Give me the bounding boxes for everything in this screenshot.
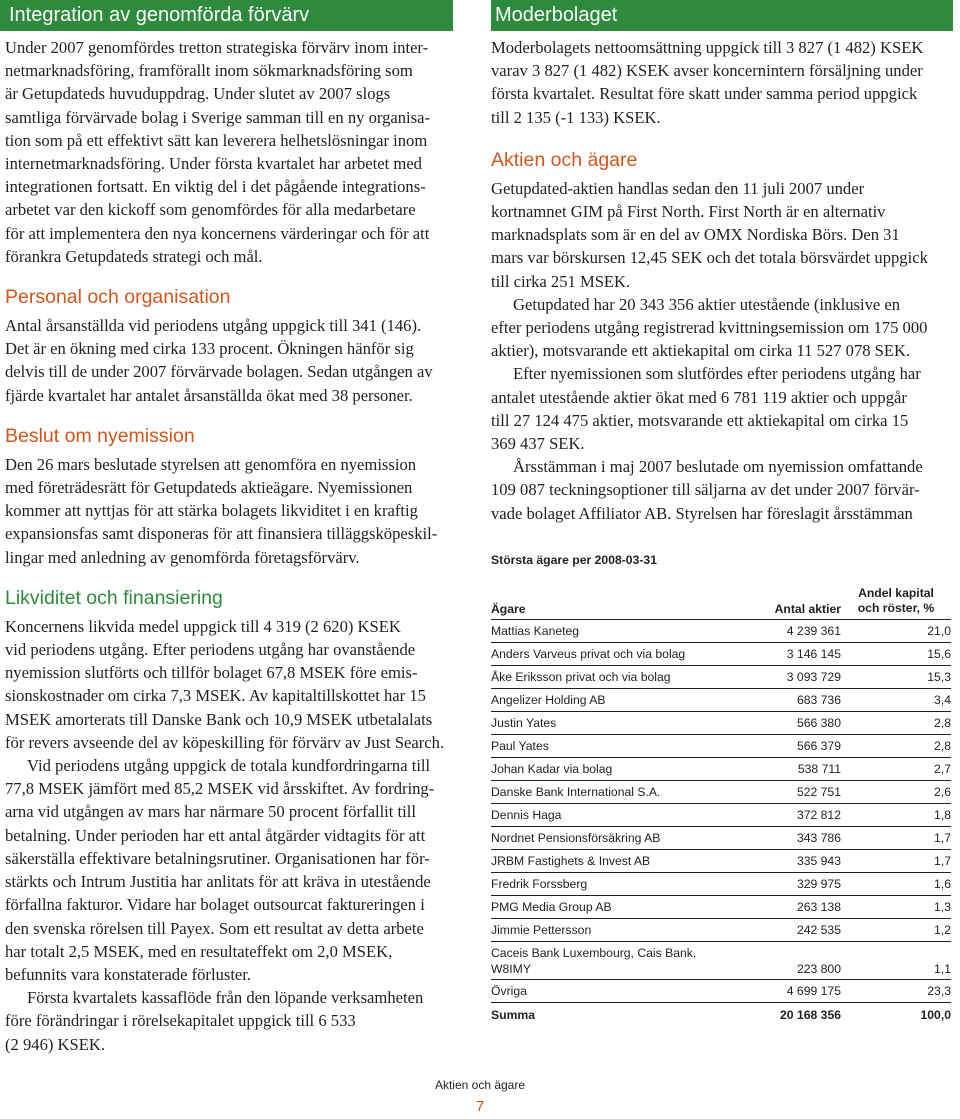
- text-line: mars var börskursen 12,45 SEK och det totala börsvärdet uppgick: [491, 248, 928, 268]
- text-line: MSEK amorterats till Danske Bank och 10,9 MSEK utbetalalats: [5, 709, 433, 729]
- owner-cell: Paul Yates: [491, 739, 549, 753]
- sum-percent: 100,0: [920, 1007, 951, 1022]
- owner-cell: Jimmie Pettersson: [491, 923, 592, 937]
- text-line: förankra Getupdateds strategi och mål.: [5, 246, 263, 266]
- owner-cell: Övriga: [491, 984, 527, 998]
- text-line: (2 946) KSEK.: [5, 1034, 106, 1054]
- left-column: [5, 0, 453, 1056]
- text-line: den svenska rörelsen till Payex. Som ett resultat av detta arbete: [5, 918, 424, 938]
- moderbolaget-body: [491, 36, 953, 129]
- shares-cell: 3 093 729: [786, 670, 841, 684]
- text-line: för revers avseende del av köpeskilling för förvärv av Just Search.: [5, 732, 445, 752]
- percent-cell: 2,8: [934, 739, 951, 753]
- text-line: efter periodens utgång registrerad kvittningsemission om 175 000: [491, 318, 928, 338]
- text-line: vade bolaget Affiliator AB. Styrelsen har föreslagit årsstämman: [491, 503, 913, 523]
- owner-cell: Justin Yates: [491, 716, 557, 730]
- table-row: [491, 827, 951, 850]
- table-row: [491, 896, 951, 919]
- owner-cell: Angelizer Holding AB: [491, 693, 606, 707]
- text-line: förfallna fakturor. Vidare har bolaget outsourcat faktureringen i: [5, 895, 425, 915]
- text-line: Antal årsanställda vid periodens utgång uppgick till 341 (146).: [5, 316, 422, 336]
- text-line: Efter nyemissionen som slutfördes efter periodens utgång har: [513, 364, 921, 384]
- shares-cell: 538 711: [797, 762, 841, 776]
- table-row: [491, 643, 951, 666]
- personal-heading: Personal och organisation: [5, 286, 231, 309]
- owner-cell-line: Caceis Bank Luxembourg, Cais Bank,: [491, 945, 697, 960]
- text-line: är Getupdateds huvuduppdrag. Under slutet av 2007 slogs: [5, 84, 391, 104]
- header-shares: Antal aktier: [774, 602, 841, 616]
- table-row: [491, 712, 951, 735]
- likviditet-heading: Likviditet och finansiering: [5, 586, 223, 609]
- table-sum-row: [491, 1003, 951, 1026]
- percent-cell: 15,6: [927, 647, 951, 661]
- text-line: befunnits vara konstaterade förluster.: [5, 964, 252, 984]
- shares-cell: 566 380: [796, 716, 841, 730]
- nyemission-heading: Beslut om nyemission: [5, 424, 195, 447]
- text-line: Årsstämman i maj 2007 beslutade om nyemission omfattande: [513, 457, 923, 477]
- text-line: till 2 135 (-1 133) KSEK.: [491, 107, 661, 127]
- text-line: Under 2007 genomfördes tretton strategiska förvärv inom inter-: [5, 38, 429, 57]
- shares-cell: 566 379: [796, 739, 841, 753]
- integration-body: [5, 36, 453, 268]
- owner-cell: Anders Varveus privat och via bolag: [491, 647, 686, 661]
- percent-cell: 3,4: [934, 693, 951, 707]
- text-line: Getupdated har 20 343 356 aktier utestående (inklusive en: [513, 294, 901, 314]
- table-header-row: [491, 580, 951, 620]
- percent-cell: 1,1: [934, 962, 951, 976]
- sum-label: Summa: [491, 1007, 536, 1022]
- shares-cell: 223 800: [796, 962, 841, 976]
- text-line: sionskostnader om cirka 7,3 MSEK. Av kapitaltillskottet har 15: [5, 686, 426, 706]
- text-line: Moderbolagets nettoomsättning uppgick till 3 827 (1 482) KSEK: [491, 38, 924, 57]
- text-line: 109 087 teckningsoptioner till säljarna av det under 2007 förvär-: [491, 480, 920, 500]
- text-line: arna vid utgången av mars har närmare 50 procent förfallit till: [5, 802, 416, 822]
- table-row: [491, 781, 951, 804]
- owner-cell: JRBM Fastighets & Invest AB: [491, 854, 651, 868]
- text-line: stärkts och Intrum Justitia har anlitats för att kräva in utestående: [5, 872, 431, 892]
- shares-cell: 242 535: [796, 923, 841, 937]
- text-line: Den 26 mars beslutade styrelsen att genomföra en nyemission: [5, 454, 417, 474]
- owner-cell: Fredrik Forssberg: [491, 877, 588, 891]
- percent-cell: 23,3: [927, 984, 951, 998]
- table-row: [491, 873, 951, 896]
- owner-cell: Mattias Kaneteg: [491, 624, 580, 638]
- text-line: arbetet var den kickoff som genomfördes för alla medarbetare: [5, 200, 416, 220]
- text-line: delvis till de under 2007 förvärvade bolagen. Sedan utgången av: [5, 362, 433, 382]
- shares-cell: 3 146 145: [786, 647, 841, 661]
- moderbolaget-heading: Moderbolaget: [491, 0, 953, 31]
- percent-cell: 1,3: [934, 900, 951, 914]
- table-row: [491, 804, 951, 827]
- text-line: internetmarknadsföring. Under första kvartalet har arbetet med: [5, 154, 422, 174]
- table-row: [491, 980, 951, 1003]
- owner-cell: Åke Eriksson privat och via bolag: [491, 670, 671, 684]
- text-line: Getupdated-aktien handlas sedan den 11 juli 2007 under: [491, 178, 865, 198]
- text-line: med företrädesrätt för Getupdateds aktieägare. Nyemissionen: [5, 478, 413, 498]
- shares-cell: 335 943: [796, 854, 841, 868]
- text-line: integrationen fortsatt. En viktig del i det pågående integrations-: [5, 177, 426, 197]
- owner-cell: Nordnet Pensionsförsäkring AB: [491, 831, 661, 845]
- text-line: expansionsfas samt disponeras för att finansiera tilläggsköpeskil-: [5, 524, 438, 544]
- right-column: [491, 0, 953, 525]
- owner-cell: Danske Bank International S.A.: [491, 785, 661, 799]
- footer-label: Aktien och ägare: [434, 1078, 526, 1092]
- shares-cell: 343 786: [796, 831, 841, 845]
- owners-table-title: Största ägare per 2008-03-31: [491, 553, 657, 567]
- percent-cell: 1,8: [934, 808, 951, 822]
- header-owner: Ägare: [491, 602, 526, 616]
- page-number: 7: [475, 1098, 485, 1115]
- percent-cell: 1,7: [934, 831, 951, 845]
- nyemission-body: [5, 453, 453, 569]
- shares-cell: 263 138: [796, 900, 841, 914]
- shares-cell: 372 812: [796, 808, 841, 822]
- text-line: till 27 124 475 aktier, motsvarande ett aktiekapital om cirka 15: [491, 410, 909, 430]
- text-line: första kvartalet. Resultat före skatt under samma period uppgick: [491, 84, 918, 104]
- shares-cell: 683 736: [796, 693, 841, 707]
- shares-cell: 522 751: [796, 785, 841, 799]
- owners-table: [491, 580, 951, 1026]
- owner-cell: [491, 945, 761, 977]
- text-line: kortnamnet GIM på First North. First North är en alternativ: [491, 202, 886, 222]
- owner-cell: PMG Media Group AB: [491, 900, 612, 914]
- owner-cell-line: W8IMY: [491, 961, 531, 976]
- text-line: kommer att nyttjas för att stärka bolagets likviditet i en kraftig: [5, 501, 418, 521]
- percent-cell: 1,7: [934, 854, 951, 868]
- text-line: Koncernens likvida medel uppgick till 4 319 (2 620) KSEK: [5, 616, 401, 636]
- shares-cell: 329 975: [796, 877, 841, 891]
- text-line: Vid periodens utgång uppgick de totala kundfordringarna till: [27, 756, 431, 776]
- text-line: 77,8 MSEK jämfört med 85,2 MSEK vid årsskiftet. Av fordring-: [5, 779, 435, 799]
- text-line: för att implementera den nya koncernens värderingar och för att: [5, 223, 430, 243]
- aktien-body: [491, 177, 953, 525]
- table-row: [491, 735, 951, 758]
- table-row: [491, 666, 951, 689]
- percent-cell: 15,3: [927, 670, 951, 684]
- text-line: tion som på ett effektivt sätt kan leverera helhetslösningar inom: [5, 130, 428, 150]
- percent-cell: 1,6: [934, 877, 951, 891]
- text-line: netmarknadsföring, framförallt inom sökmarknadsföring som: [5, 61, 413, 81]
- header-percent: [841, 586, 951, 616]
- text-line: fjärde kvartalet har antalet årsanställda ökat med 38 personer.: [5, 385, 413, 405]
- shares-cell: 4 699 175: [786, 984, 841, 998]
- sum-shares: 20 168 356: [780, 1007, 841, 1022]
- text-line: aktier), motsvarande ett aktiekapital om cirka 11 527 078 SEK.: [491, 341, 911, 361]
- table-row: [491, 850, 951, 873]
- text-line: före förändringar i rörelsekapitalet uppgick till 6 533: [5, 1011, 356, 1031]
- percent-cell: 2,8: [934, 716, 951, 730]
- owner-cell: Johan Kadar via bolag: [491, 762, 613, 776]
- text-line: betalning. Under perioden har ett antal åtgärder vidtagits för att: [5, 825, 426, 845]
- text-line: varav 3 827 (1 482) KSEK avser koncernintern försäljning under: [491, 61, 923, 81]
- percent-cell: 2,7: [934, 762, 951, 776]
- text-line: säkerställa effektivare betalningsrutiner. Organisationen har för-: [5, 848, 430, 868]
- likviditet-body: [5, 615, 453, 1056]
- table-row: [491, 689, 951, 712]
- aktien-heading: Aktien och ägare: [491, 148, 638, 171]
- table-row: [491, 919, 951, 942]
- table-row: [491, 942, 951, 980]
- text-line: Första kvartalets kassaflöde från den löpande verksamheten: [27, 988, 424, 1008]
- percent-cell: 1,2: [934, 923, 951, 937]
- text-line: 369 437 SEK.: [491, 434, 585, 454]
- personal-body: [5, 314, 453, 407]
- text-line: lingar med anledning av genomförda företagsförvärv.: [5, 547, 360, 567]
- text-line: vid periodens utgång. Efter periodens utgång har ovanstående: [5, 640, 416, 660]
- header-percent-line2: och röster, %: [857, 601, 935, 615]
- percent-cell: 21,0: [927, 624, 951, 638]
- text-line: nyemission slutförts och tillför bolaget 67,8 MSEK före emis-: [5, 663, 418, 683]
- owner-cell: Dennis Haga: [491, 808, 562, 822]
- text-line: har totalt 2,5 MSEK, med en resultateffekt om 2,0 MSEK,: [5, 941, 393, 961]
- header-percent-line1: Andel kapital: [858, 586, 934, 600]
- text-line: Det är en ökning med cirka 133 procent. Ökningen hänför sig: [5, 339, 414, 359]
- table-row: [491, 758, 951, 781]
- text-line: till cirka 251 MSEK.: [491, 271, 631, 291]
- text-line: samtliga förvärvade bolag i Sverige samman till en ny organisa-: [5, 107, 431, 127]
- shares-cell: 4 239 361: [786, 624, 841, 638]
- table-row: [491, 620, 951, 643]
- text-line: marknadsplats som är en del av OMX Nordiska Börs. Den 31: [491, 225, 900, 245]
- percent-cell: 2,6: [934, 785, 951, 799]
- integration-heading: Integration av genomförda förvärv: [0, 0, 453, 31]
- text-line: antalet utestående aktier ökat med 6 781 119 aktier och uppgår: [491, 387, 907, 407]
